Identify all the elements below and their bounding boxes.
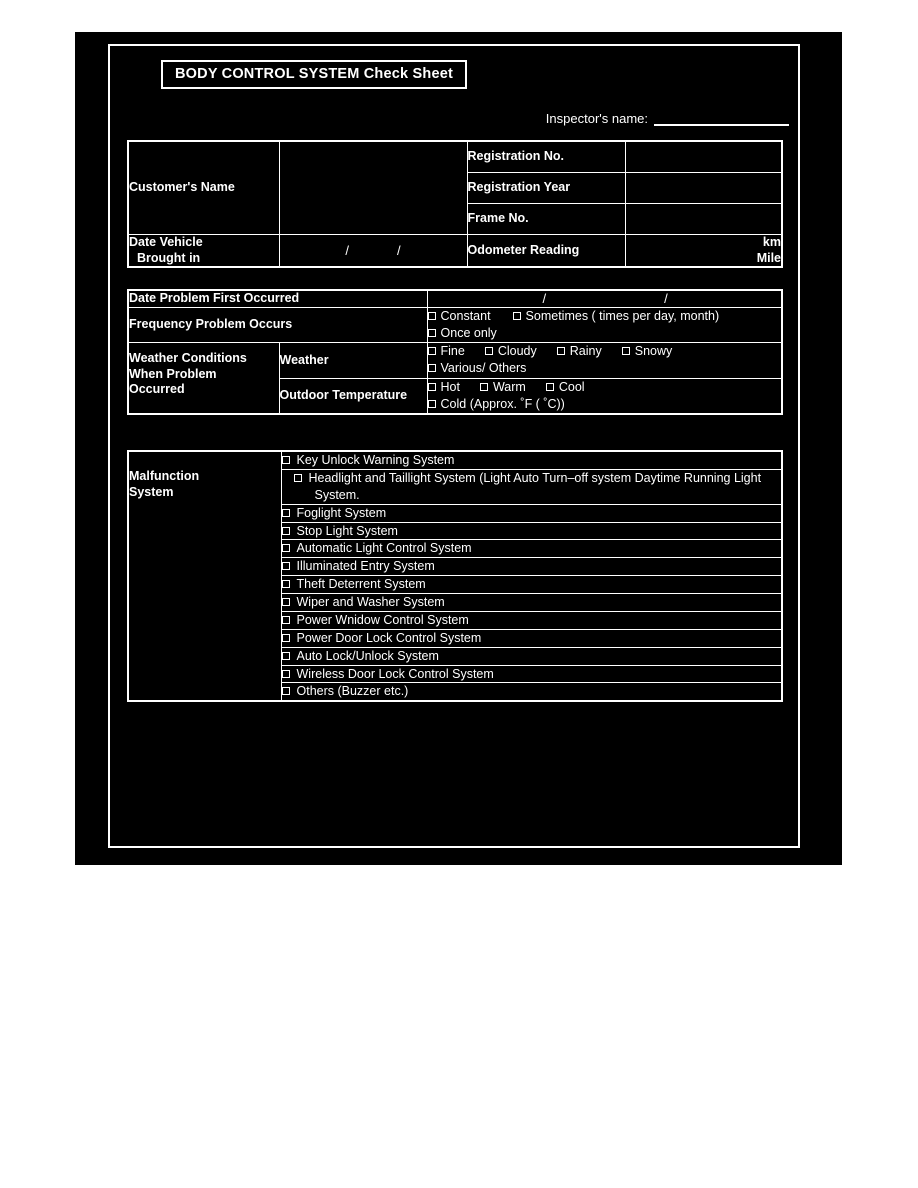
checkbox-icon: [428, 312, 436, 320]
date-brought-in-label: [128, 235, 279, 268]
weather-label: Weather: [279, 343, 427, 379]
malfunction-label-line1: Malfunction: [129, 468, 200, 483]
problem-conditions-table: [127, 289, 783, 415]
checkbox-icon: [282, 652, 290, 660]
checkbox-label: Cold (Approx. ˚F ( ˚C)): [440, 396, 565, 411]
outdoor-temperature-label: Outdoor Temperature: [279, 378, 427, 414]
checkbox-icon: [622, 347, 630, 355]
inspector-name-input[interactable]: [654, 110, 789, 126]
temperature-options-group: [427, 378, 782, 414]
table-row: [128, 290, 782, 307]
checkbox-icon: [282, 634, 290, 642]
date-brought-in-label-line1: Date Vehicle: [129, 235, 203, 249]
date-separator-2: /: [664, 291, 668, 307]
checkbox-icon: [282, 616, 290, 624]
weather-conditions-label: [128, 343, 279, 415]
frequency-problem-occurs-label: Frequency Problem Occurs: [128, 307, 427, 343]
checkbox-label: Cool: [558, 379, 585, 394]
odometer-unit-km: km: [762, 235, 781, 249]
checkbox-icon: [428, 347, 436, 355]
checkbox-icon: [428, 364, 436, 372]
checkbox-icon: [282, 562, 290, 570]
checkbox-label: Stop Light System: [296, 523, 398, 538]
registration-no-input[interactable]: [625, 141, 782, 173]
odometer-unit-mile: Mile: [756, 250, 781, 265]
checkbox-icon: [282, 544, 290, 552]
checkbox-icon: [428, 383, 436, 391]
malfunction-item[interactable]: [281, 451, 782, 469]
checkbox-label: Illuminated Entry System: [296, 559, 435, 574]
checkbox-label: Sometimes ( times per day, month): [525, 308, 720, 323]
checkbox-label: Auto Lock/Unlock System: [296, 648, 439, 663]
customer-name-input[interactable]: [279, 141, 467, 235]
checkbox-label: Various/ Others: [440, 361, 527, 376]
checkbox-icon: [480, 383, 488, 391]
malfunction-item[interactable]: [281, 540, 782, 558]
checkbox-label: Rainy: [569, 344, 602, 359]
checkbox-label: Constant: [440, 308, 491, 323]
malfunction-item[interactable]: [281, 469, 782, 504]
checkbox-label: Fine: [440, 344, 465, 359]
checkbox-label: Foglight System: [296, 505, 387, 520]
frame-no-input[interactable]: [625, 204, 782, 235]
table-row: [128, 235, 782, 268]
malfunction-item[interactable]: [281, 558, 782, 576]
checkbox-label: Power Door Lock Control System: [296, 630, 482, 645]
frame-no-label: Frame No.: [467, 204, 625, 235]
checkbox-icon: [557, 347, 565, 355]
checkbox-temp-warm[interactable]: [480, 379, 526, 396]
date-problem-first-occurred-label: Date Problem First Occurred: [128, 290, 427, 307]
checkbox-label: Wireless Door Lock Control System: [296, 666, 494, 681]
malfunction-item[interactable]: [281, 522, 782, 540]
weather-options-group: [427, 343, 782, 379]
checkbox-icon: [428, 329, 436, 337]
checkbox-temp-cold[interactable]: [428, 396, 565, 413]
inspector-name-label: Inspector's name:: [545, 111, 648, 126]
checkbox-icon: [513, 312, 521, 320]
malfunction-item[interactable]: [281, 611, 782, 629]
checkbox-label: Cloudy: [497, 344, 537, 359]
malfunction-item[interactable]: [281, 594, 782, 612]
registration-year-label: Registration Year: [467, 173, 625, 204]
weather-conditions-label-line3: Occurred: [129, 382, 185, 397]
checkbox-icon: [282, 598, 290, 606]
registration-year-input[interactable]: [625, 173, 782, 204]
date-brought-in-label-line2: Brought in: [137, 250, 201, 265]
frequency-options-group: [427, 307, 782, 343]
table-row: [128, 307, 782, 343]
date-separator-2: /: [397, 243, 401, 259]
checkbox-label: Theft Deterrent System: [296, 577, 426, 592]
checkbox-weather-snowy[interactable]: [622, 343, 673, 360]
checkbox-icon: [282, 670, 290, 678]
checkbox-label: Hot: [440, 379, 460, 394]
sheet-title-box: [161, 60, 467, 89]
malfunction-item[interactable]: [281, 647, 782, 665]
checkbox-label: Others (Buzzer etc.): [296, 684, 409, 699]
checkbox-icon: [294, 474, 302, 482]
page-title: BODY CONTROL SYSTEM Check Sheet: [175, 66, 453, 82]
checkbox-icon: [282, 580, 290, 588]
checkbox-label: Snowy: [634, 344, 673, 359]
odometer-reading-input[interactable]: [625, 235, 782, 268]
checkbox-frequency-constant[interactable]: [428, 308, 491, 325]
malfunction-item[interactable]: [281, 629, 782, 647]
scanned-page-area: [75, 32, 842, 865]
table-row: [128, 141, 782, 173]
registration-no-label: Registration No.: [467, 141, 625, 173]
checkbox-label: Wiper and Washer System: [296, 595, 445, 609]
table-row: [128, 451, 782, 469]
checkbox-weather-fine[interactable]: [428, 343, 465, 360]
date-brought-in-input[interactable]: [279, 235, 467, 268]
checkbox-label: Power Wnidow Control System: [296, 612, 469, 627]
checkbox-label: Headlight and Taillight System (Light Auto Turn–off system Daytime Running Light System.: [308, 470, 762, 502]
checkbox-label: Once only: [440, 325, 497, 340]
malfunction-item[interactable]: [281, 576, 782, 594]
malfunction-item[interactable]: [281, 683, 782, 701]
customer-name-label: Customer's Name: [128, 141, 279, 235]
customer-info-table: [127, 140, 783, 268]
checkbox-icon: [282, 527, 290, 535]
malfunction-system-table: [127, 450, 783, 702]
checkbox-temp-cool[interactable]: [546, 379, 585, 396]
malfunction-item[interactable]: [281, 504, 782, 522]
check-sheet: [119, 54, 789, 838]
checkbox-label: Automatic Light Control System: [296, 541, 472, 556]
table-row: [128, 343, 782, 379]
checkbox-icon: [282, 687, 290, 695]
date-separator-1: /: [542, 291, 547, 307]
checkbox-weather-various-others[interactable]: [428, 360, 527, 377]
date-separator-1: /: [345, 243, 349, 259]
checkbox-icon: [546, 383, 554, 391]
malfunction-system-label: [128, 451, 281, 701]
checkbox-weather-cloudy[interactable]: [485, 343, 537, 360]
malfunction-label-line2: System: [129, 485, 174, 500]
checkbox-frequency-sometimes[interactable]: [513, 308, 720, 325]
checkbox-icon: [485, 347, 493, 355]
checkbox-weather-rainy[interactable]: [557, 343, 602, 360]
checkbox-icon: [282, 456, 290, 464]
weather-conditions-label-line2: When Problem: [129, 366, 217, 381]
checkbox-frequency-once-only[interactable]: [428, 325, 497, 342]
checkbox-label: Warm: [492, 379, 526, 394]
weather-conditions-label-line1: Weather Conditions: [129, 351, 247, 366]
checkbox-icon: [428, 400, 436, 408]
inspector-name-row: [546, 110, 789, 126]
checkbox-temp-hot[interactable]: [428, 379, 460, 396]
odometer-reading-label: Odometer Reading: [467, 235, 625, 268]
date-problem-first-occurred-input[interactable]: [427, 290, 782, 307]
checkbox-label: Key Unlock Warning System: [296, 453, 455, 467]
malfunction-item[interactable]: [281, 665, 782, 683]
checkbox-icon: [282, 509, 290, 517]
